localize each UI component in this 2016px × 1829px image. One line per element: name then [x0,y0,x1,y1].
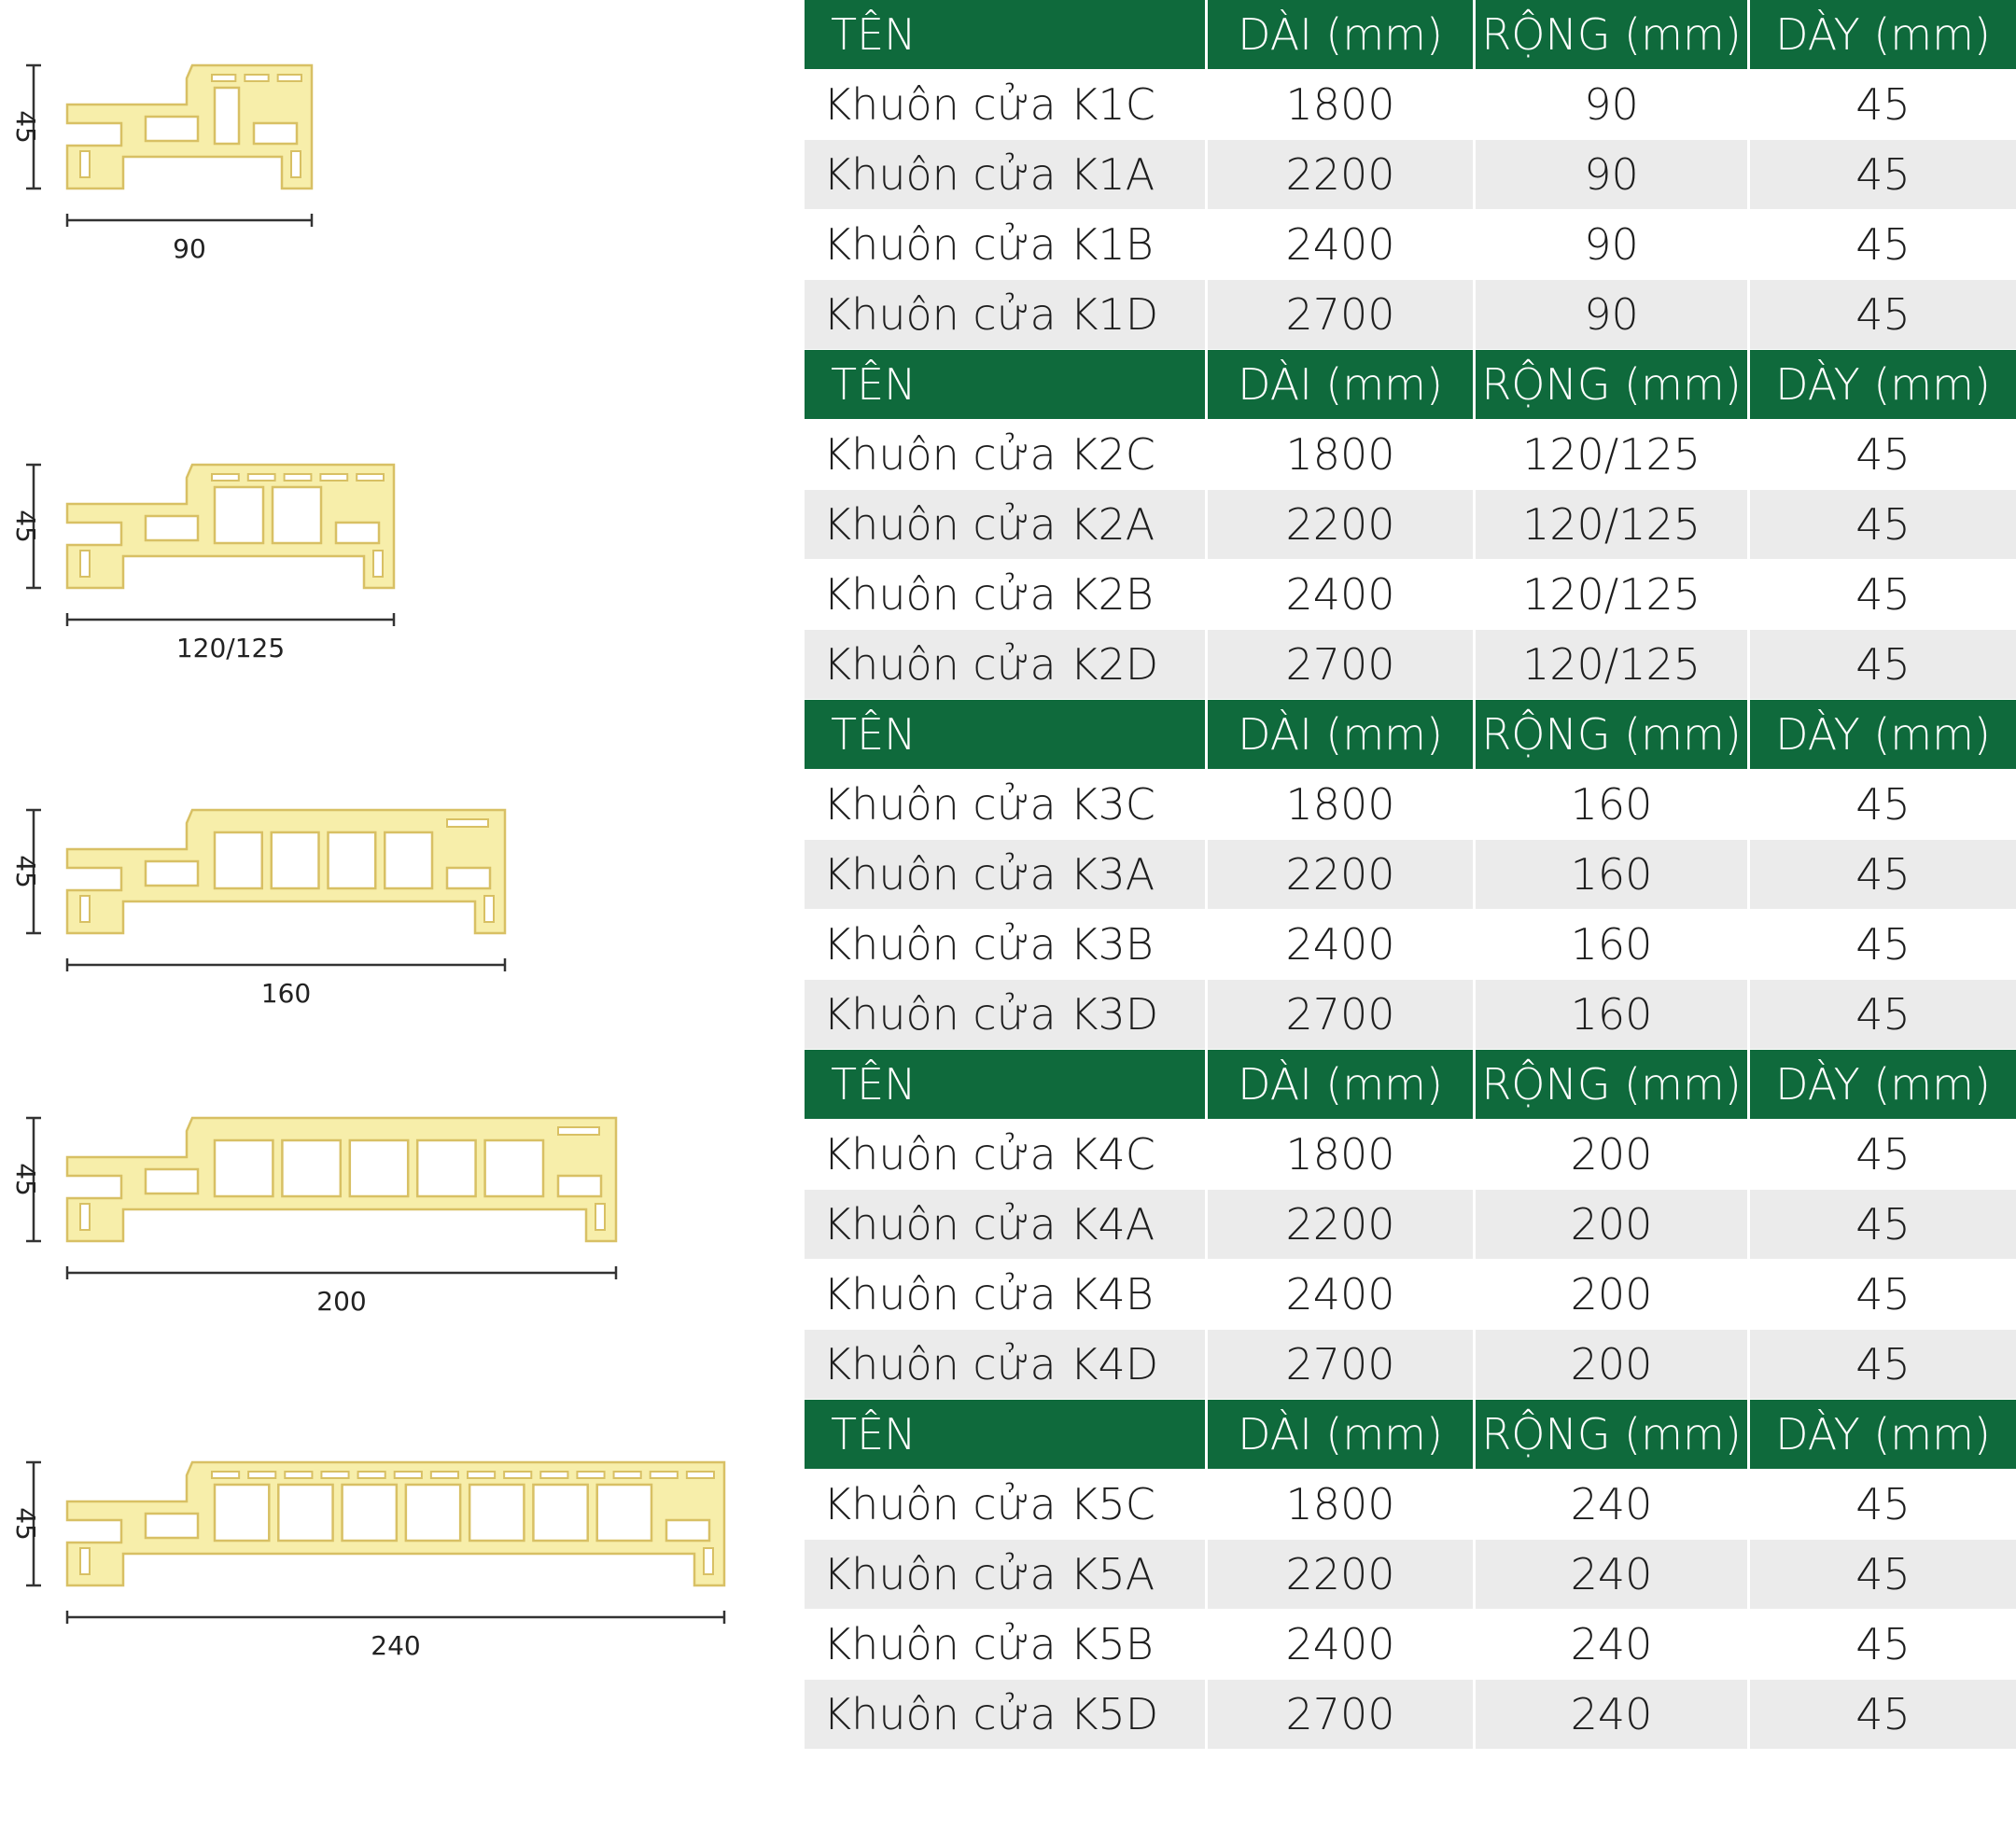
cell-thickness: 45 [1750,420,2016,490]
table-row [805,630,2016,700]
table-row [805,1680,2016,1750]
width-label: 240 [371,1630,421,1661]
cell-thickness: 45 [1750,770,2016,840]
header-thickness: DÀY (mm) [1750,700,2016,770]
cell-length: 2200 [1208,490,1476,560]
header-thickness: DÀY (mm) [1750,1050,2016,1120]
thickness-label: 45 [10,1163,41,1196]
table-header-row [805,1400,2016,1470]
header-length: DÀI (mm) [1208,1050,1476,1120]
table-header-row [805,1050,2016,1120]
header-name: TÊN [805,0,1208,70]
cell-width: 120/125 [1476,560,1750,630]
cell-length: 2200 [1208,1540,1476,1610]
cell-name: Khuôn cửa K3B [805,910,1208,980]
cell-length: 2200 [1208,140,1476,210]
cell-name: Khuôn cửa K1C [805,70,1208,140]
table-row [805,910,2016,980]
header-name: TÊN [805,350,1208,420]
header-length: DÀI (mm) [1208,1400,1476,1470]
cell-name: Khuôn cửa K3A [805,840,1208,910]
thickness-label: 45 [10,510,41,543]
table-row [805,70,2016,140]
table-row [805,1120,2016,1190]
cell-thickness: 45 [1750,70,2016,140]
profile-1 [10,65,312,264]
cell-name: Khuôn cửa K4B [805,1260,1208,1330]
cell-width: 160 [1476,980,1750,1050]
header-thickness: DÀY (mm) [1750,0,2016,70]
cell-width: 200 [1476,1190,1750,1260]
cell-name: Khuôn cửa K3D [805,980,1208,1050]
table-row [805,1540,2016,1610]
table-row [805,210,2016,280]
cell-length: 2400 [1208,1260,1476,1330]
thickness-label: 45 [10,1507,41,1541]
cell-length: 1800 [1208,420,1476,490]
cell-length: 2700 [1208,1330,1476,1400]
cell-width: 160 [1476,910,1750,980]
cell-thickness: 45 [1750,1260,2016,1330]
spec-table [805,0,2016,1750]
cell-thickness: 45 [1750,1330,2016,1400]
width-label: 90 [173,233,206,264]
cell-length: 1800 [1208,1120,1476,1190]
cell-name: Khuôn cửa K4A [805,1190,1208,1260]
cell-length: 1800 [1208,770,1476,840]
header-thickness: DÀY (mm) [1750,1400,2016,1470]
cell-length: 2700 [1208,630,1476,700]
cell-thickness: 45 [1750,910,2016,980]
cell-width: 90 [1476,70,1750,140]
cell-name: Khuôn cửa K3C [805,770,1208,840]
cell-width: 160 [1476,770,1750,840]
cell-length: 2200 [1208,1190,1476,1260]
header-length: DÀI (mm) [1208,350,1476,420]
cell-length: 2200 [1208,840,1476,910]
header-width: RỘNG (mm) [1476,1050,1750,1120]
thickness-label: 45 [10,110,41,144]
thickness-label: 45 [10,855,41,888]
cell-thickness: 45 [1750,560,2016,630]
cell-thickness: 45 [1750,210,2016,280]
cell-width: 160 [1476,840,1750,910]
cell-width: 90 [1476,210,1750,280]
header-name: TÊN [805,1400,1208,1470]
cell-width: 90 [1476,280,1750,350]
table-row [805,1260,2016,1330]
cell-name: Khuôn cửa K4C [805,1120,1208,1190]
width-label: 200 [316,1286,367,1317]
header-width: RỘNG (mm) [1476,700,1750,770]
profile-4 [10,1118,616,1317]
table-row [805,140,2016,210]
cell-width: 240 [1476,1680,1750,1750]
table-row [805,420,2016,490]
cell-width: 200 [1476,1260,1750,1330]
table-row [805,1330,2016,1400]
table-row [805,280,2016,350]
cell-name: Khuôn cửa K5C [805,1470,1208,1540]
cell-thickness: 45 [1750,1470,2016,1540]
cell-thickness: 45 [1750,630,2016,700]
cell-length: 2700 [1208,980,1476,1050]
cell-width: 120/125 [1476,490,1750,560]
cell-width: 200 [1476,1120,1750,1190]
profile-5 [10,1462,724,1661]
cell-length: 2700 [1208,280,1476,350]
cell-thickness: 45 [1750,1190,2016,1260]
cell-width: 90 [1476,140,1750,210]
header-width: RỘNG (mm) [1476,1400,1750,1470]
cell-name: Khuôn cửa K2B [805,560,1208,630]
cell-name: Khuôn cửa K1D [805,280,1208,350]
cell-thickness: 45 [1750,140,2016,210]
cell-length: 2400 [1208,560,1476,630]
cell-name: Khuôn cửa K2D [805,630,1208,700]
cell-length: 1800 [1208,1470,1476,1540]
table-row [805,490,2016,560]
cell-thickness: 45 [1750,1680,2016,1750]
cell-name: Khuôn cửa K4D [805,1330,1208,1400]
table-row [805,770,2016,840]
cell-thickness: 45 [1750,840,2016,910]
cell-thickness: 45 [1750,1540,2016,1610]
cell-width: 240 [1476,1610,1750,1680]
profile-2 [10,465,394,663]
table-header-row [805,700,2016,770]
cell-length: 1800 [1208,70,1476,140]
cell-thickness: 45 [1750,1120,2016,1190]
cell-thickness: 45 [1750,490,2016,560]
table-row [805,980,2016,1050]
cell-length: 2400 [1208,210,1476,280]
width-label: 120/125 [175,633,286,663]
cell-width: 120/125 [1476,630,1750,700]
cell-length: 2400 [1208,910,1476,980]
cell-name: Khuôn cửa K5B [805,1610,1208,1680]
header-name: TÊN [805,700,1208,770]
cell-name: Khuôn cửa K1A [805,140,1208,210]
cell-name: Khuôn cửa K5D [805,1680,1208,1750]
table-header-row [805,350,2016,420]
table-row [805,840,2016,910]
profile-3 [10,810,505,1009]
header-width: RỘNG (mm) [1476,0,1750,70]
cell-width: 120/125 [1476,420,1750,490]
cell-width: 240 [1476,1540,1750,1610]
cell-name: Khuôn cửa K1B [805,210,1208,280]
cell-thickness: 45 [1750,1610,2016,1680]
width-label: 160 [260,978,312,1009]
table-header-row [805,0,2016,70]
cell-thickness: 45 [1750,980,2016,1050]
table-row [805,1470,2016,1540]
cell-length: 2400 [1208,1610,1476,1680]
cell-thickness: 45 [1750,280,2016,350]
header-name: TÊN [805,1050,1208,1120]
header-width: RỘNG (mm) [1476,350,1750,420]
table-row [805,1610,2016,1680]
table-row [805,1190,2016,1260]
cell-width: 240 [1476,1470,1750,1540]
cell-name: Khuôn cửa K2C [805,420,1208,490]
header-length: DÀI (mm) [1208,700,1476,770]
cell-name: Khuôn cửa K5A [805,1540,1208,1610]
cell-length: 2700 [1208,1680,1476,1750]
cell-name: Khuôn cửa K2A [805,490,1208,560]
cell-width: 200 [1476,1330,1750,1400]
header-length: DÀI (mm) [1208,0,1476,70]
header-thickness: DÀY (mm) [1750,350,2016,420]
profile-drawings [0,0,784,1829]
table-row [805,560,2016,630]
